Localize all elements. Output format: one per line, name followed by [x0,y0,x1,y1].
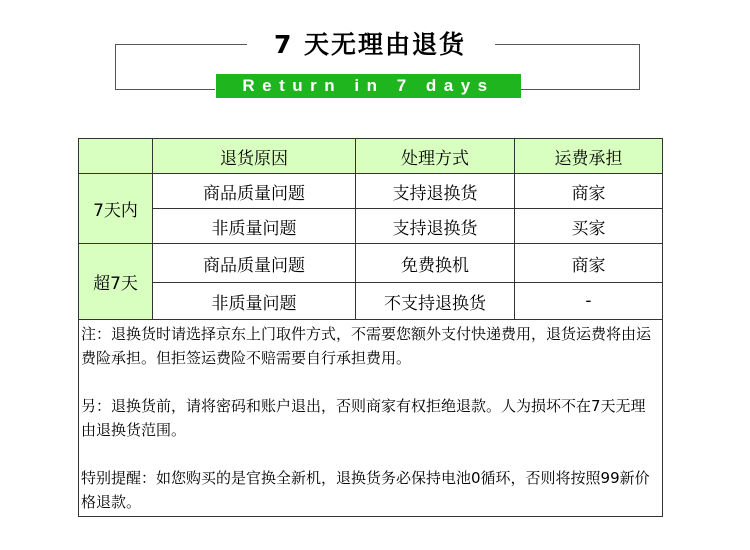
freight-cell: 商家 [515,244,663,283]
page-title: 7 天无理由退货 [273,30,467,59]
freight-cell: 商家 [515,174,663,209]
notes-row [79,320,663,517]
header-frame-line [639,44,640,90]
reason-cell: 商品质量问题 [153,244,356,283]
handling-cell: 免费换机 [356,244,515,283]
note-shipping: 注：退换货时请选择京东上门取件方式，不需要您额外支付快递费用，退货运费将由运费险承担。但拒签运费险不赔需要自行承担费用。 [81,325,652,367]
table-row [79,209,663,244]
reason-cell: 非质量问题 [153,283,356,320]
table-header-row [79,139,663,174]
header-frame-line [521,89,640,90]
handling-cell: 支持退换货 [356,209,515,244]
header-frame-line [495,44,640,45]
column-header-period [79,139,153,174]
return-policy-table [78,138,663,517]
header-frame-line [115,44,116,90]
handling-cell: 不支持退换货 [356,283,515,320]
reason-cell: 商品质量问题 [153,174,356,209]
reason-cell: 非质量问题 [153,209,356,244]
table-row [79,174,663,209]
freight-cell: 买家 [515,209,663,244]
header-frame-line [115,89,215,90]
column-header-handling: 处理方式 [356,139,515,174]
note-battery: 特别提醒：如您购买的是官换全新机，退换货务必保持电池0循环，否则将按照99新价格退款。 [81,469,650,511]
table-row [79,244,663,283]
table-row [79,283,663,320]
period-cell: 7天内 [79,174,153,244]
handling-cell: 支持退换货 [356,174,515,209]
header-frame-line [115,44,247,45]
freight-cell: - [515,283,663,320]
page-subtitle-banner: Return in 7 days [216,74,521,98]
column-header-freight: 运费承担 [515,139,663,174]
notes-cell [79,320,663,517]
period-cell: 超7天 [79,244,153,320]
column-header-reason: 退货原因 [153,139,356,174]
note-account: 另：退换货前，请将密码和账户退出，否则商家有权拒绝退款。人为损坏不在7天无理由退换货范围。 [81,397,646,439]
